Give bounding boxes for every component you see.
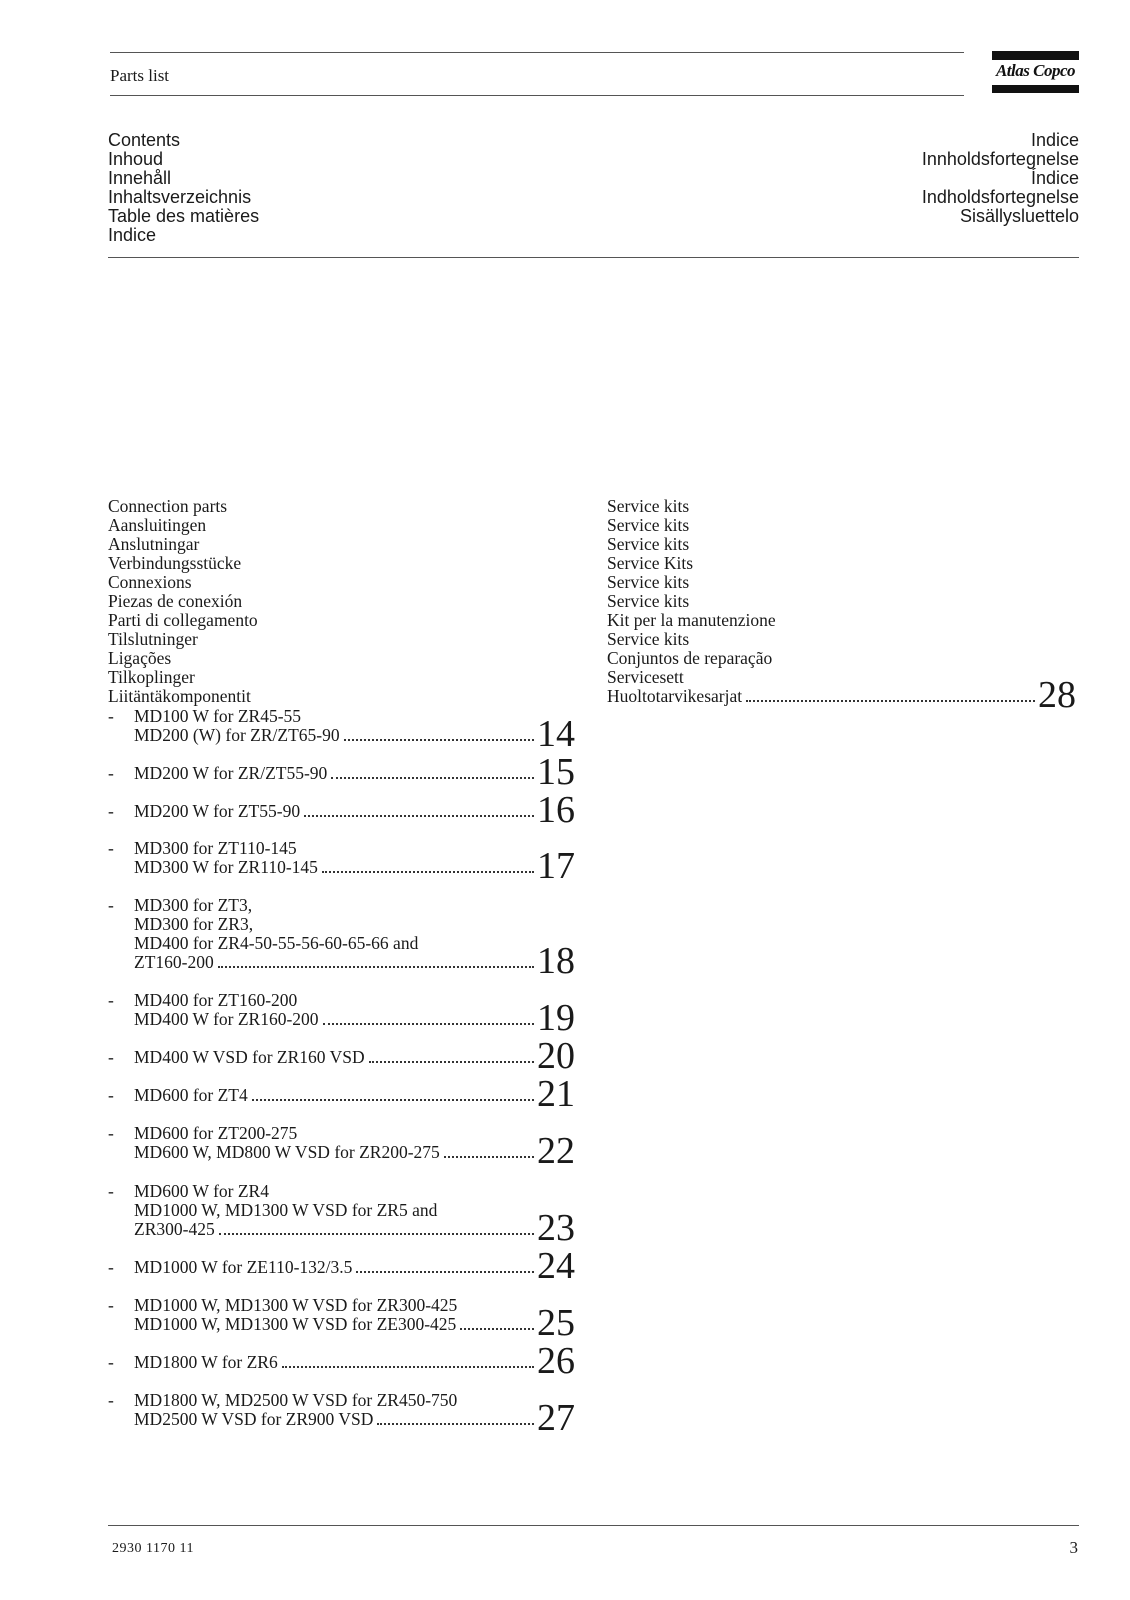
entry-dash: -: [108, 990, 114, 1010]
entry-line: MD300 W for ZR110-145: [134, 857, 318, 877]
entry-page-number: 16: [537, 789, 575, 831]
contents-heading-right: [922, 131, 1079, 226]
logo-bottom-bar: [992, 85, 1079, 93]
entry-page-number: 15: [537, 751, 575, 793]
entry-line: MD2500 W VSD for ZR900 VSD: [134, 1409, 374, 1429]
header-bottom-rule: [110, 95, 964, 96]
contents-heading-item: Table des matières: [108, 206, 260, 226]
section-title: Service kits: [607, 496, 690, 516]
dot-leader: [331, 777, 534, 779]
section-titles-service-kits: [607, 497, 776, 687]
entry-line: MD1000 W, MD1300 W VSD for ZR5 and: [134, 1200, 438, 1220]
entry-page-number: 23: [537, 1207, 575, 1249]
entry-line: MD400 for ZR4-50-55-56-60-65-66 and: [134, 933, 419, 953]
contents-heading-item: Indice: [1030, 130, 1079, 150]
section-title: Service kits: [607, 591, 690, 611]
entry-dash: -: [108, 801, 114, 821]
entry-page-number: 19: [537, 997, 575, 1039]
entry-line: MD200 W for ZR/ZT55-90: [134, 763, 328, 783]
section-title: Liitäntäkomponentit: [108, 686, 251, 706]
dot-leader: [460, 1328, 534, 1330]
footer-rule: [108, 1525, 1079, 1526]
section-title: Servicesett: [607, 667, 684, 687]
entry-line: ZR300-425: [134, 1219, 215, 1239]
section-title: Connexions: [108, 572, 192, 592]
entry-page-number: 20: [537, 1035, 575, 1077]
entry-line: MD200 (W) for ZR/ZT65-90: [134, 725, 340, 745]
dot-leader: [218, 966, 534, 968]
entry-line: MD600 W for ZR4: [134, 1181, 269, 1201]
entry-line: MD400 W for ZR160-200: [134, 1009, 319, 1029]
entry-dash: -: [108, 1390, 114, 1410]
entry-page-number: 18: [537, 940, 575, 982]
entry-dash: -: [108, 706, 114, 726]
entry-line: MD600 W, MD800 W VSD for ZR200-275: [134, 1142, 440, 1162]
dot-leader: [746, 700, 1035, 702]
entry-page-number: 25: [537, 1302, 575, 1344]
section-title: Connection parts: [108, 496, 228, 516]
dot-leader: [304, 815, 534, 817]
header-top-rule: [110, 52, 964, 53]
entry-dash: -: [108, 1295, 114, 1315]
dot-leader: [377, 1423, 534, 1425]
contents-heading-item: Indholdsfortegnelse: [921, 187, 1079, 207]
entry-dash: -: [108, 1085, 114, 1105]
section-title: Service Kits: [607, 553, 694, 573]
dot-leader: [369, 1061, 534, 1063]
contents-heading-item: Indice: [108, 225, 157, 245]
entry-dash: -: [108, 763, 114, 783]
entry-dash: -: [108, 1181, 114, 1201]
entry-page-number: 27: [537, 1397, 575, 1439]
dot-leader: [252, 1099, 534, 1101]
contents-heading-item: Innehåll: [108, 168, 172, 188]
dot-leader: [356, 1271, 534, 1273]
contents-rule: [108, 257, 1079, 258]
entry-page-number: 28: [1038, 674, 1076, 716]
dot-leader: [282, 1366, 534, 1368]
dot-leader: [444, 1156, 534, 1158]
entry-page-number: 17: [537, 845, 575, 887]
logo-wordmark: Atlas Copco: [995, 61, 1076, 80]
entry-line: MD600 for ZT200-275: [134, 1123, 298, 1143]
entry-page-number: 14: [537, 713, 575, 755]
entry-line: MD1800 W, MD2500 W VSD for ZR450-750: [134, 1390, 458, 1410]
dot-leader: [322, 871, 534, 873]
entry-line: Huoltotarvikesarjat: [607, 686, 743, 706]
contents-heading-item: Innholdsfortegnelse: [921, 149, 1079, 169]
contents-heading-item: Inhaltsverzeichnis: [108, 187, 252, 207]
entry-page-number: 26: [537, 1340, 575, 1382]
dot-leader: [344, 739, 534, 741]
section-title: Piezas de conexión: [108, 591, 243, 611]
contents-heading-left: [108, 131, 259, 245]
dot-leader: [323, 1023, 534, 1025]
section-title: Parti di collegamento: [108, 610, 258, 630]
entry-line: MD1800 W for ZR6: [134, 1352, 278, 1372]
entry-dash: -: [108, 1047, 114, 1067]
entry-dash: -: [108, 1123, 114, 1143]
section-title: Anslutningar: [108, 534, 200, 554]
entry-page-number: 21: [537, 1073, 575, 1115]
entry-dash: -: [108, 1352, 114, 1372]
entry-line: MD100 W for ZR45-55: [134, 706, 302, 726]
section-title: Service kits: [607, 629, 690, 649]
contents-heading-item: Sisällysluettelo: [959, 206, 1079, 226]
header-title: Parts list: [110, 66, 170, 85]
section-title: Verbindungsstücke: [108, 553, 242, 573]
section-title: Service kits: [607, 515, 690, 535]
entry-line: MD1000 W for ZE110-132/3.5: [134, 1257, 353, 1277]
entry-line: MD300 for ZR3,: [134, 914, 254, 934]
entry-dash: -: [108, 895, 114, 915]
entry-line: MD1000 W, MD1300 W VSD for ZR300-425: [134, 1295, 458, 1315]
entry-page-number: 24: [537, 1245, 575, 1287]
contents-heading-item: Índice: [1030, 168, 1079, 188]
entry-dash: -: [108, 1257, 114, 1277]
entry-line: ZT160-200: [134, 952, 214, 972]
dot-leader: [219, 1233, 534, 1235]
entry-page-number: 22: [537, 1130, 575, 1172]
section-title: Aansluitingen: [108, 515, 207, 535]
atlas-copco-logo: [992, 51, 1079, 93]
contents-heading-item: Contents: [108, 130, 181, 150]
entry-line: MD300 for ZT3,: [134, 895, 253, 915]
entry-line: MD1000 W, MD1300 W VSD for ZE300-425: [134, 1314, 457, 1334]
entry-line: MD400 for ZT160-200: [134, 990, 298, 1010]
entry-line: MD300 for ZT110-145: [134, 838, 297, 858]
section-title: Service kits: [607, 572, 690, 592]
section-title: Service kits: [607, 534, 690, 554]
section-title: Tilslutninger: [108, 629, 198, 649]
section-title: Tilkoplinger: [108, 667, 195, 687]
entry-dash: -: [108, 838, 114, 858]
section-title: Conjuntos de reparação: [607, 648, 773, 668]
logo-top-bar: [992, 51, 1079, 60]
document-number: 2930 1170 11: [112, 1541, 194, 1556]
section-titles-connection-parts: [108, 497, 258, 706]
entry-line: MD400 W VSD for ZR160 VSD: [134, 1047, 365, 1067]
section-title: Kit per la manutenzione: [607, 610, 776, 630]
page-number: 3: [1069, 1538, 1078, 1557]
section-title: Ligações: [108, 648, 172, 668]
entry-line: MD200 W for ZT55-90: [134, 801, 301, 821]
contents-heading-item: Inhoud: [108, 149, 164, 169]
entry-line: MD600 for ZT4: [134, 1085, 248, 1105]
